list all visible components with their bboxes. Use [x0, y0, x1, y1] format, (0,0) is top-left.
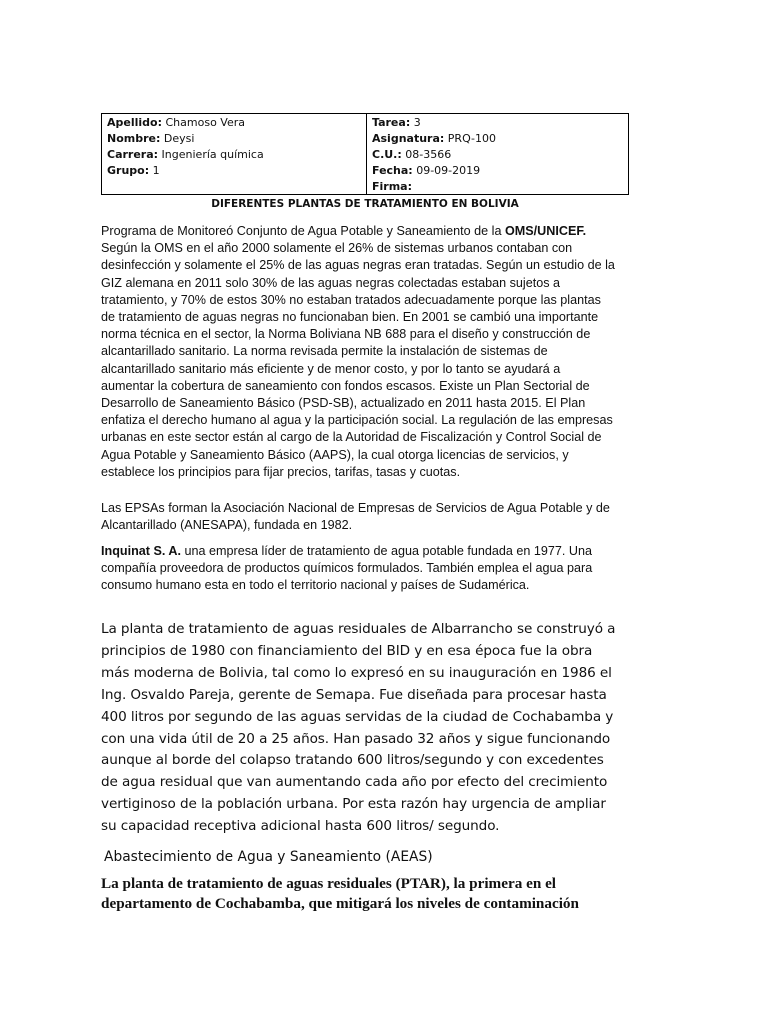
- info-value: 09-09-2019: [412, 164, 481, 177]
- info-value: 1: [149, 164, 160, 177]
- info-row-fecha: [372, 163, 623, 179]
- info-row-grupo: [107, 163, 361, 179]
- info-label: Nombre:: [107, 132, 161, 145]
- info-value: 3: [410, 116, 421, 129]
- info-label: Grupo:: [107, 164, 150, 177]
- info-column-right: [367, 114, 628, 194]
- info-label: Carrera:: [107, 148, 159, 161]
- info-value: Chamoso Vera: [162, 116, 245, 129]
- info-label: Tarea:: [372, 116, 411, 129]
- paragraph-text: Según la OMS en el año 2000 solamente el 26% de sistemas urbanos contaban con desinfección y solamente el 25% de las aguas negras eran tratadas. Según un estudio de la GIZ alemana en 2011 solo 30% de las aguas negras colectadas estaban sujetos a tratamiento, y 70% de estos 30% no estaban tratados adecuadamente porque las plantas de tratamiento de aguas negras no funcionaban bien. En 2001 se cambió una importante norma técnica en el sector, la Norma Boliviana NB 688 para el diseño y construcción de alcantarillado sanitario. La norma revisada permite la instalación de sistemas de alcantarillado sanitario más eficiente y de menor costo, y por lo tanto se ayudará a aumentar la cobertura de saneamiento con fondos escasos. Existe un Plan Sectorial de Desarrollo de Saneamiento Básico (PSD-SB), actualizado en 2011 hasta 2015. El Plan enfatiza el derecho humano al agua y la participación social. La regulación de las empresas urbanas en este sector están al cargo de la Autoridad de Fiscalización y Control Social de Agua Potable y Saneamiento Básico (AAPS), la cual otorga licencias de servicios, y establece los principios para fijar precios, tarifas, tasas y cuotas.: [101, 241, 615, 479]
- info-row-tarea: [372, 115, 623, 131]
- section-heading-aeas: Abastecimiento de Agua y Saneamiento (AEAS): [104, 849, 433, 865]
- paragraph-anesapa: Las EPSAs forman la Asociación Nacional de Empresas de Servicios de Agua Potable y de Alcantarillado (ANESAPA), fundada en 1982.: [101, 501, 610, 533]
- info-row-apellido: [107, 115, 361, 131]
- info-row-cu: [372, 147, 623, 163]
- info-label: C.U.:: [372, 148, 402, 161]
- paragraph-text: Programa de Monitoreó Conjunto de Agua Potable y Saneamiento de la: [101, 224, 505, 238]
- info-row-carrera: [107, 147, 361, 163]
- info-label: Fecha:: [372, 164, 413, 177]
- paragraph-text: una empresa líder de tratamiento de agua potable fundada en 1977. Una compañía proveedora de productos químicos formulados. También emplea el agua para consumo humano esta en todo el territorio nacional y países de Sudamérica.: [101, 544, 593, 593]
- paragraph-bold-text: OMS/UNICEF.: [504, 224, 587, 238]
- info-column-left: [102, 114, 367, 194]
- info-value: Deysi: [160, 132, 195, 145]
- info-value: Ingeniería química: [158, 148, 264, 161]
- paragraph-oms-unicef: [101, 223, 616, 481]
- info-label: Asignatura:: [372, 132, 445, 145]
- paragraph-albarrancho: La planta de tratamiento de aguas residuales de Albarrancho se construyó a principios de 1980 con financiamiento del BID y en esa época fue la obra más moderna de Bolivia, tal como lo expresó en su inauguración en 1986 el Ing. Osvaldo Pareja, gerente de Semapa. Fue diseñada para procesar hasta 400 litros por segundo de las aguas servidas de la ciudad de Cochabamba y con una vida útil de 20 a 25 años. Han pasado 32 años y sigue funcionando aunque al borde del colapso tratando 600 litros/segundo y con excedentes de agua residual que van aumentando cada año por efecto del crecimiento vertiginoso de la población urbana. Por esta razón hay urgencia de ampliar su capacidad receptiva adicional hasta 600 litros/ segundo.: [101, 621, 616, 835]
- student-info-table: [101, 113, 629, 195]
- info-label: Apellido:: [107, 116, 162, 129]
- paragraph-bold-text: Inquinat S. A.: [101, 544, 181, 558]
- info-row-firma: [372, 179, 623, 195]
- paragraph-inquinat: [101, 543, 616, 595]
- info-value: 08-3566: [401, 148, 452, 161]
- info-label: Firma:: [372, 180, 412, 193]
- paragraph-ptar: La planta de tratamiento de aguas residuales (PTAR), la primera en el departamento de Cochabamba, que mitigará los niveles de contaminación: [101, 875, 579, 912]
- info-row-asignatura: [372, 131, 623, 147]
- info-row-nombre: [107, 131, 361, 147]
- document-title: DIFERENTES PLANTAS DE TRATAMIENTO EN BOLIVIA: [211, 198, 519, 210]
- info-value: PRQ-100: [444, 132, 496, 145]
